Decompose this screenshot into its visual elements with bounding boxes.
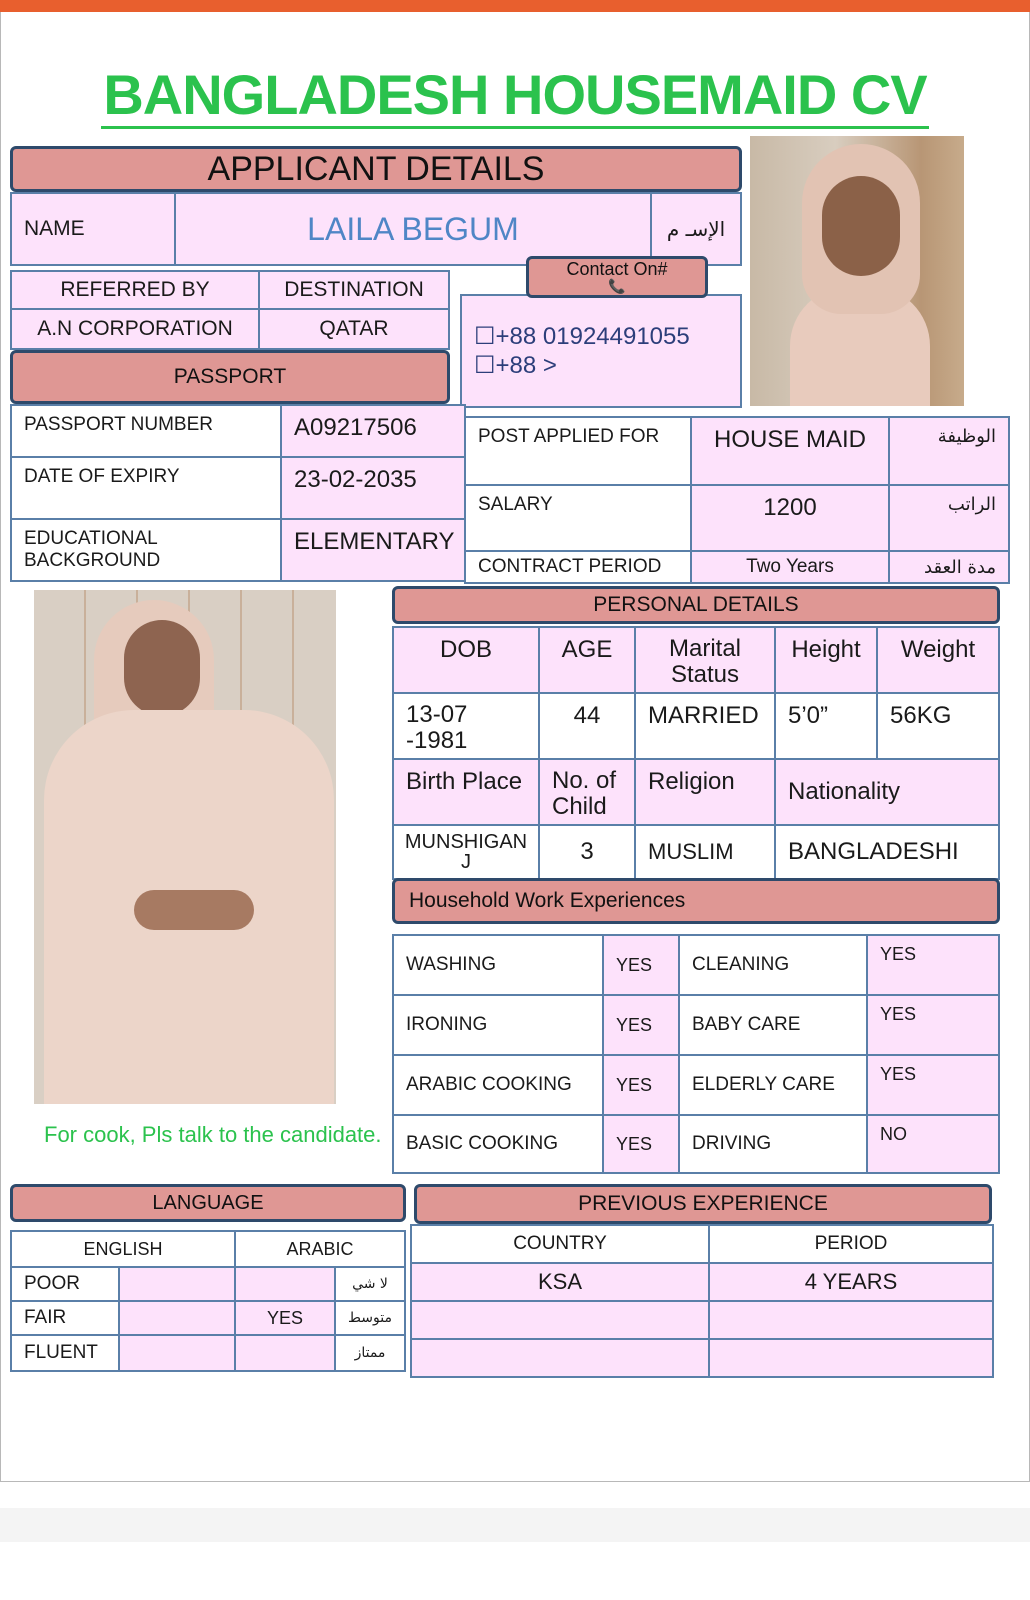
- applicant-details-header: APPLICANT DETAILS: [10, 146, 742, 192]
- expiry-date-label: DATE OF EXPIRY: [10, 456, 282, 520]
- cook-note: For cook, Pls talk to the candidate.: [44, 1122, 382, 1147]
- name-value: LAILA BEGUM: [174, 192, 652, 266]
- skill-basic-cooking-value: YES: [602, 1114, 680, 1174]
- children-label: No. of Child: [538, 758, 636, 826]
- skill-washing-value: YES: [602, 934, 680, 996]
- skill-basic-cooking: BASIC COOKING: [392, 1114, 604, 1174]
- phone-line-2[interactable]: ☐+88 >: [474, 352, 557, 379]
- previous-period-empty-row: [708, 1338, 994, 1378]
- destination-value: QATAR: [258, 308, 450, 350]
- previous-period-label: PERIOD: [708, 1224, 994, 1264]
- previous-country-label: COUNTRY: [410, 1224, 710, 1264]
- arabic-fluent-cell: [234, 1334, 336, 1372]
- religion-value: MUSLIM: [634, 824, 776, 880]
- previous-country-value: KSA: [410, 1262, 710, 1302]
- english-fair-cell: [118, 1300, 236, 1336]
- skill-ironing-value: YES: [602, 994, 680, 1056]
- referred-by-value: A.N CORPORATION: [10, 308, 260, 350]
- expiry-date-value: 23-02-2035: [280, 456, 466, 520]
- dob-value: 13-07 -1981: [392, 692, 540, 760]
- arabic-poor-label: لا شي: [334, 1266, 406, 1302]
- previous-experience-header: PREVIOUS EXPERIENCE: [414, 1184, 992, 1224]
- age-label: AGE: [538, 626, 636, 694]
- arabic-fair-label: متوسط: [334, 1300, 406, 1336]
- top-accent-bar: [0, 0, 1030, 12]
- language-fair-label: FAIR: [10, 1300, 120, 1336]
- skill-driving: DRIVING: [678, 1114, 868, 1174]
- phone-icon: ☐: [474, 352, 496, 379]
- education-value: ELEMENTARY: [280, 518, 466, 582]
- contract-period-value: Two Years: [690, 550, 890, 584]
- weight-label: Weight: [876, 626, 1000, 694]
- post-applied-label: POST APPLIED FOR: [464, 416, 692, 486]
- contact-box: [460, 294, 742, 408]
- passport-header: PASSPORT: [10, 350, 450, 404]
- nationality-label: Nationality: [774, 758, 1000, 826]
- name-arabic-label: الإسـ م: [650, 192, 742, 266]
- skill-arabic-cooking-value: YES: [602, 1054, 680, 1116]
- children-value: 3: [538, 824, 636, 880]
- post-arabic-label: الوظيفة: [888, 416, 1010, 486]
- marital-status-label: Marital Status: [634, 626, 776, 694]
- previous-country-empty-row: [410, 1300, 710, 1340]
- height-label: Height: [774, 626, 878, 694]
- nationality-value: BANGLADESHI: [774, 824, 1000, 880]
- contact-header: Contact On# 📞: [526, 256, 708, 298]
- birth-place-value: MUNSHIGAN J: [392, 824, 540, 880]
- arabic-fluent-label: ممتاز: [334, 1334, 406, 1372]
- age-value: 44: [538, 692, 636, 760]
- skill-cleaning: CLEANING: [678, 934, 868, 996]
- passport-number-label: PASSPORT NUMBER: [10, 404, 282, 458]
- name-label: NAME: [10, 192, 176, 266]
- skill-arabic-cooking: ARABIC COOKING: [392, 1054, 604, 1116]
- skill-cleaning-value: YES: [866, 934, 1000, 996]
- phone-icon: 📞: [608, 278, 626, 295]
- english-poor-cell: [118, 1266, 236, 1302]
- skill-baby-care: BABY CARE: [678, 994, 868, 1056]
- contract-arabic-label: مدة العقد: [888, 550, 1010, 584]
- skill-driving-value: NO: [866, 1114, 1000, 1174]
- destination-label: DESTINATION: [258, 270, 450, 310]
- birth-place-label: Birth Place: [392, 758, 540, 826]
- language-english-label: ENGLISH: [10, 1230, 236, 1268]
- contract-period-label: CONTRACT PERIOD: [464, 550, 692, 584]
- salary-label: SALARY: [464, 484, 692, 552]
- applicant-portrait-photo: [750, 136, 964, 406]
- salary-value: 1200: [690, 484, 890, 552]
- previous-country-empty-row: [410, 1338, 710, 1378]
- education-label: EDUCATIONAL BACKGROUND: [10, 518, 282, 582]
- height-value: 5’0”: [774, 692, 878, 760]
- dob-label: DOB: [392, 626, 540, 694]
- arabic-fair-value: YES: [234, 1300, 336, 1336]
- weight-value: 56KG: [876, 692, 1000, 760]
- footer-strip: [0, 1508, 1030, 1542]
- arabic-poor-cell: [234, 1266, 336, 1302]
- language-arabic-label: ARABIC: [234, 1230, 406, 1268]
- household-header: Household Work Experiences: [392, 878, 1000, 924]
- skill-elderly-care: ELDERLY CARE: [678, 1054, 868, 1116]
- skill-ironing: IRONING: [392, 994, 604, 1056]
- skill-washing: WASHING: [392, 934, 604, 996]
- applicant-full-photo: [34, 590, 336, 1104]
- previous-period-empty-row: [708, 1300, 994, 1340]
- phone-icon: ☐: [474, 323, 496, 350]
- referred-by-label: REFERRED BY: [10, 270, 260, 310]
- phone-line-1[interactable]: ☐+88 01924491055: [474, 323, 690, 350]
- page-title: BANGLADESH HOUSEMAID CV: [0, 62, 1030, 127]
- marital-status-value: MARRIED: [634, 692, 776, 760]
- skill-baby-care-value: YES: [866, 994, 1000, 1056]
- language-poor-label: POOR: [10, 1266, 120, 1302]
- post-applied-value: HOUSE MAID: [690, 416, 890, 486]
- previous-period-value: 4 YEARS: [708, 1262, 994, 1302]
- personal-details-header: PERSONAL DETAILS: [392, 586, 1000, 624]
- language-fluent-label: FLUENT: [10, 1334, 120, 1372]
- skill-elderly-care-value: YES: [866, 1054, 1000, 1116]
- passport-number-value: A09217506: [280, 404, 466, 458]
- english-fluent-cell: [118, 1334, 236, 1372]
- salary-arabic-label: الراتب: [888, 484, 1010, 552]
- religion-label: Religion: [634, 758, 776, 826]
- language-header: LANGUAGE: [10, 1184, 406, 1222]
